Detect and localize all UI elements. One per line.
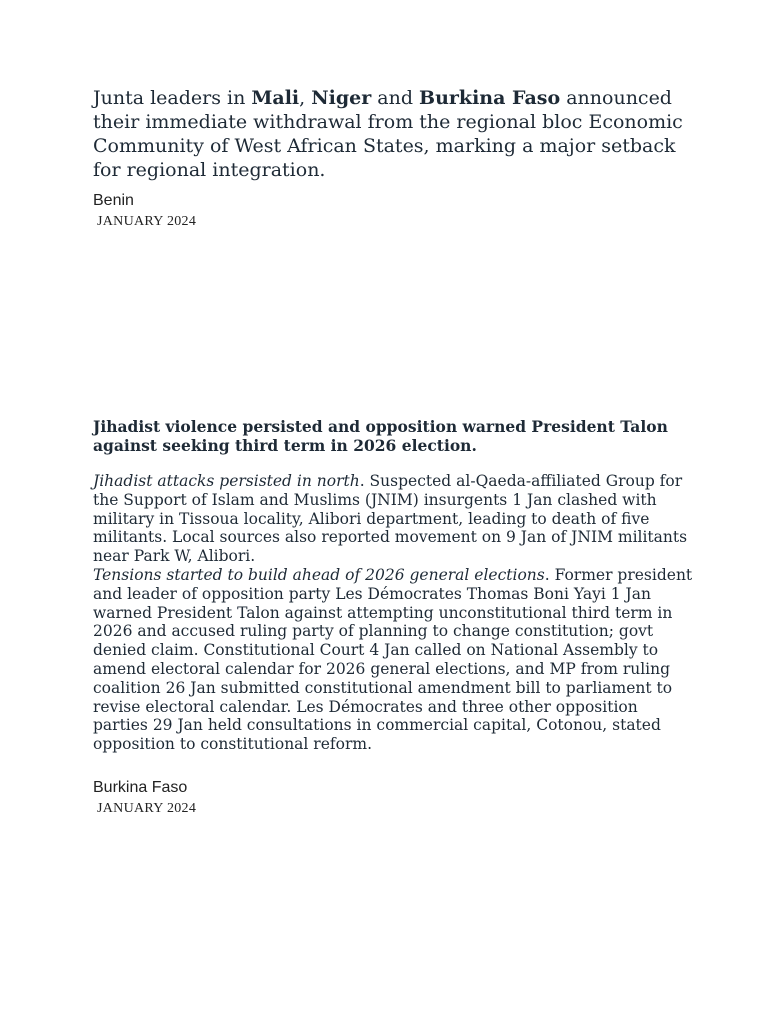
paragraph-lead-jihadist: Jihadist attacks persisted in north: [93, 472, 360, 490]
paragraph-election-tensions: [93, 566, 693, 754]
headline-benin: Jihadist violence persisted and opposition warned President Talon against seeking third term in 2026 election.: [93, 417, 668, 455]
country-heading-benin: Benin: [93, 192, 134, 209]
intro-text-pre: Junta leaders in: [93, 87, 252, 109]
paragraph-text-elections: . Former president and leader of opposition party Les Démocrates Thomas Boni Yayi 1 Jan warned President Talon against attempting unconstitutional third term in 2026 and accused ruling party of planning to change constitution; govt denied claim. Constitutional Court 4 Jan called on National Assembly to amend electoral calendar for 2026 general elections, and MP from ruling coalition 26 Jan submitted constitutional amendment bill to parliament to revise electoral calendar. Les Démocrates and three other opposition parties 29 Jan held consultations in commercial capital, Cotonou, stated opposition to constitutional reform.: [93, 565, 693, 754]
intro-country-mali: Mali: [251, 87, 300, 109]
intro-country-niger: Niger: [311, 87, 372, 109]
paragraph-lead-elections: Tensions started to build ahead of 2026 general elections: [93, 565, 545, 584]
intro-paragraph: [93, 86, 693, 182]
intro-comma: ,: [299, 87, 312, 109]
date-label-benin: JANUARY 2024: [97, 214, 197, 229]
paragraph-jihadist-attacks: [93, 472, 693, 566]
intro-country-burkina: Burkina Faso: [419, 87, 561, 109]
intro-text-post: announced their immediate withdrawal from the regional bloc Economic Community of West African States, marking a major setback for regional integration.: [93, 87, 683, 181]
paragraph-text-jihadist: . Suspected al-Qaeda-affiliated Group for the Support of Islam and Muslims (JNIM) insurgents 1 Jan clashed with military in Tissoua locality, Alibori department, leading to death of five militants. Local sources also reported movement on 9 Jan of JNIM militants near Park W, Alibori.: [93, 472, 688, 566]
body-benin: [93, 472, 693, 754]
date-label-burkina-faso: JANUARY 2024: [97, 801, 197, 816]
intro-and: and: [371, 87, 420, 109]
country-heading-burkina-faso: Burkina Faso: [93, 779, 188, 796]
